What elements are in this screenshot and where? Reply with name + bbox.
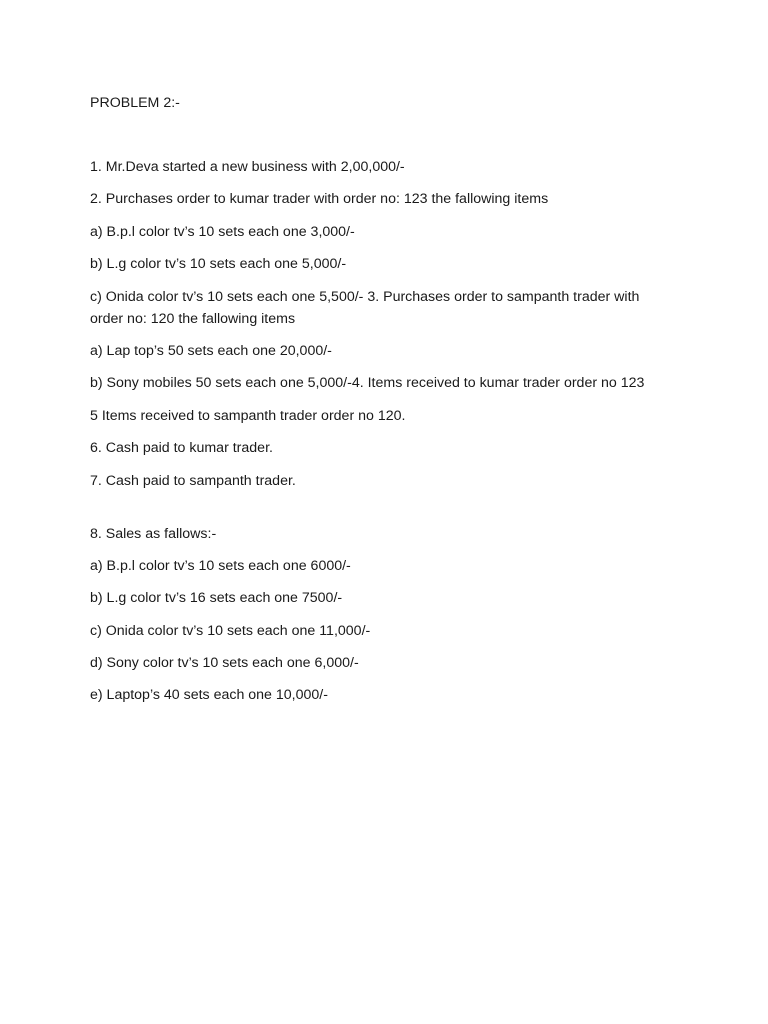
- line-8: 8. Sales as fallows:-: [90, 525, 217, 542]
- line-3a: a) Lap top’s 50 sets each one 20,000/-: [90, 342, 332, 359]
- line-7: 7. Cash paid to sampanth trader.: [90, 472, 296, 489]
- line-6: 6. Cash paid to kumar trader.: [90, 440, 273, 457]
- problem-title: PROBLEM 2:-: [90, 95, 180, 111]
- line-8c: c) Onida color tv’s 10 sets each one 11,000/-: [90, 622, 371, 639]
- line-2b: b) L.g color tv’s 10 sets each one 5,000/-: [90, 256, 347, 273]
- line-2a: a) B.p.l color tv’s 10 sets each one 3,000/-: [90, 223, 355, 240]
- line-1: 1. Mr.Deva started a new business with 2,00,000/-: [90, 159, 405, 175]
- line-8e: e) Laptop’s 40 sets each one 10,000/-: [90, 687, 328, 704]
- line-2: 2. Purchases order to kumar trader with order no: 123 the fallowing items: [90, 191, 549, 208]
- line-8b: b) L.g color tv’s 16 sets each one 7500/-: [90, 590, 343, 607]
- line-5: 5 Items received to sampanth trader order no 120.: [90, 407, 406, 424]
- line-3b-and-4: b) Sony mobiles 50 sets each one 5,000/-4. Items received to kumar trader order no 123: [90, 375, 645, 392]
- document-body: [90, 92, 670, 717]
- line-8d: d) Sony color tv’s 10 sets each one 6,000/-: [90, 655, 359, 672]
- line-2c-and-3: c) Onida color tv’s 10 sets each one 5,500/- 3. Purchases order to sampanth trader with order no: 120 the fallowing items: [90, 288, 640, 327]
- line-8a: a) B.p.l color tv’s 10 sets each one 6000/-: [90, 557, 351, 574]
